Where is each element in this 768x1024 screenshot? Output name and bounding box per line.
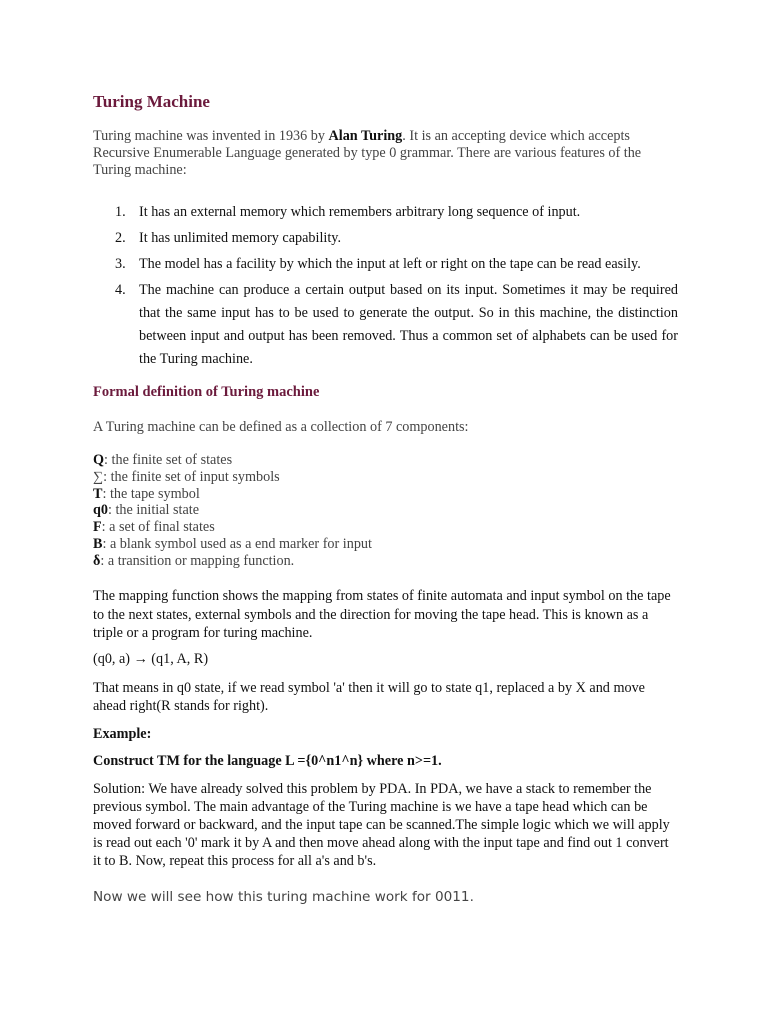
components-list [93, 452, 372, 570]
component-symbol: ∑ [93, 468, 104, 485]
component-desc: : the finite set of states [104, 452, 233, 468]
intro-paragraph [93, 128, 678, 179]
transition-example: (q0, a) → (q1, A, R) [93, 651, 209, 667]
list-item [93, 227, 678, 250]
component-desc: : a blank symbol used as a end marker for input [102, 535, 372, 552]
component-desc: : the initial state [107, 502, 199, 519]
page-title: Turing Machine [93, 92, 210, 111]
intro-bold-name: Alan Turing [328, 128, 403, 144]
component-desc: : the tape symbol [102, 485, 200, 502]
features-list [93, 201, 678, 374]
component-symbol: T [93, 485, 103, 502]
component-item [93, 502, 372, 519]
list-item [93, 279, 678, 371]
intro-text-after: . It is an accepting device which accepts Recursive Enumerable Language generated by type 0 grammar. There are various features of the Turing machine: [93, 128, 642, 178]
component-symbol: Q [93, 452, 105, 468]
list-text: The machine can produce a certain output based on its input. Sometimes it may be required that the same input has to be used to generate the output. So in this machine, the distinction between input and output has been removed. Thus a common set of alphabets can be used for the Turing machine. [139, 282, 678, 367]
list-text: It has an external memory which remembers arbitrary long sequence of input. [139, 204, 581, 220]
list-text: It has unlimited memory capability. [139, 230, 341, 246]
list-item [93, 253, 678, 276]
component-item [93, 486, 372, 503]
component-item [93, 452, 372, 469]
component-symbol: B [93, 535, 103, 552]
list-text: The model has a facility by which the input at left or right on the tape can be read easily. [139, 256, 641, 272]
construct-after: . [438, 753, 442, 769]
component-desc: : a transition or mapping function. [100, 552, 295, 569]
list-number: 1. [115, 204, 126, 220]
mapping-paragraph: The mapping function shows the mapping from states of finite automata and input symbol on the tape to the next states, external symbols and the direction for moving the tape head. This is known as a triple or a program for turing machine. [93, 588, 671, 642]
component-item [93, 469, 372, 486]
component-symbol: δ [93, 552, 101, 569]
list-number: 4. [115, 282, 126, 298]
formal-definition-heading: Formal definition of Turing machine [93, 384, 320, 400]
component-symbol: q0 [93, 502, 108, 519]
component-item [93, 536, 372, 553]
component-desc: : the finite set of input symbols [103, 468, 280, 485]
solution-paragraph: Solution: We have already solved this problem by PDA. In PDA, we have a stack to remember the previous symbol. The main advantage of the Turing machine is we have a tape head which can be moved forward or backward, and the input tape can be scanned.The simple logic which we will apply is read out each '0' mark it by A and then move ahead along with the input tape and find out 1 convert it to B. Now, repeat this process for all a's and b's. [93, 781, 670, 869]
list-number: 2. [115, 230, 126, 246]
component-desc: : a set of final states [101, 519, 215, 536]
intro-text-before: Turing machine was invented in 1936 by [93, 128, 329, 144]
list-item [93, 201, 678, 224]
list-number: 3. [115, 256, 126, 272]
component-item [93, 519, 372, 536]
construct-bold: Construct TM for the language L ={0^n1^n} where n>=1 [93, 753, 439, 769]
means-paragraph: That means in q0 state, if we read symbol 'a' then it will go to state q1, replaced a by X and move ahead right(R stands for right). [93, 680, 645, 714]
components-intro: A Turing machine can be defined as a collection of 7 components: [93, 419, 469, 435]
example-heading: Example: [93, 726, 152, 742]
component-item [93, 553, 372, 570]
component-symbol: F [93, 519, 102, 536]
closing-line: Now we will see how this turing machine work for 0011. [93, 889, 474, 905]
construct-statement [93, 753, 442, 770]
